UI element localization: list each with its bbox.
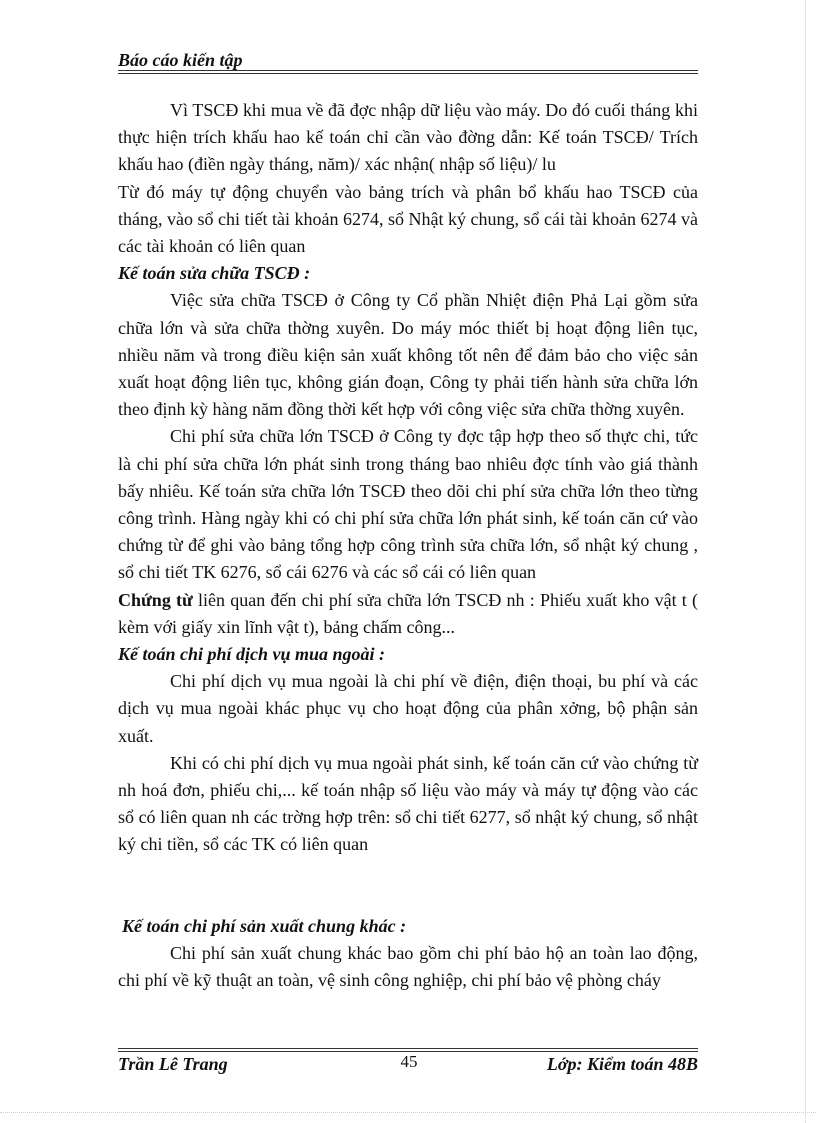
spacer bbox=[118, 859, 698, 913]
paragraph: Từ đó máy tự động chuyển vào bảng trích và phân bổ khấu hao TSCĐ của tháng, vào sổ chi tiết tài khoản 6274, sổ Nhật ký chung, sổ cái tài khoản 6274 và các tài khoản có liên quan bbox=[118, 181, 698, 257]
header-rule-2 bbox=[118, 73, 698, 74]
section-heading: Kế toán chi phí dịch vụ mua ngoài : bbox=[118, 644, 386, 665]
header-title: Báo cáo kiến tập bbox=[118, 50, 243, 70]
footer-rule bbox=[118, 1048, 698, 1049]
section-heading: Kế toán chi phí sản xuất chung khác : bbox=[122, 915, 407, 936]
paragraph: Chi phí sản xuất chung khác bao gồm chi phí bảo hộ an toàn lao động, chi phí về kỹ thuật an toàn, vệ sinh công nghiệp, chi phí bảo vệ phòng cháy bbox=[118, 942, 698, 991]
page-dots-bottom bbox=[0, 1112, 816, 1113]
document-body bbox=[118, 97, 698, 994]
section-heading: Kế toán sửa chữa TSCĐ : bbox=[118, 263, 311, 284]
header-rule bbox=[118, 70, 698, 71]
page-dots-right bbox=[805, 0, 806, 1123]
paragraph bbox=[118, 587, 698, 641]
paragraph: Việc sửa chữa TSCĐ ở Công ty Cổ phần Nhiệt điện Phả Lại gồm sửa chữa lớn và sửa chữa thờng xuyên. Do máy móc thiết bị hoạt động liên tục, nhiều năm và trong điều kiện sản xuất không tốt nên để đảm bảo cho việc sản xuất hoạt động liên tục, không gián đoạn, Công ty phải tiến hành sửa chữa lớn theo định kỳ hàng năm đồng thời kết hợp với công việc sửa chữa thờng xuyên. bbox=[118, 290, 698, 420]
paragraph: Chi phí dịch vụ mua ngoài là chi phí về điện, điện thoại, bu phí và các dịch vụ mua ngoài khác phục vụ cho hoạt động của phân xởng, bộ phận sản xuất. bbox=[118, 671, 698, 746]
footer-class: Lớp: Kiểm toán 48B bbox=[546, 1054, 698, 1074]
paragraph: Khi có chi phí dịch vụ mua ngoài phát sinh, kế toán căn cứ vào chứng từ nh hoá đơn, phiếu chi,... kế toán nhập số liệu vào máy và máy tự động vào các sổ có liên quan nh các trờng hợp trên: sổ chi tiết 6277, sổ nhật ký chung, sổ nhật ký chi tiền, sổ các TK có liên quan bbox=[118, 752, 698, 855]
page-number: 45 bbox=[400, 1052, 418, 1071]
bold-term: Chứng từ bbox=[118, 589, 193, 610]
paragraph-text: liên quan đến chi phí sửa chữa lớn TSCĐ nh : Phiếu xuất kho vật t ( kèm với giấy xin lĩnh vật t), bảng chấm công... bbox=[118, 589, 698, 637]
paragraph: Chi phí sửa chữa lớn TSCĐ ở Công ty đợc tập hợp theo số thực chi, tức là chi phí sửa chữa lớn phát sinh trong tháng bao nhiêu đợc tính vào giá thành bấy nhiêu. Kế toán sửa chữa lớn TSCĐ theo dõi chi phí sửa chữa lớn theo từng công trình. Hàng ngày khi có chi phí sửa chữa lớn phát sinh, kế toán căn cứ vào chứng từ để ghi vào bảng tổng hợp công trình sửa chữa lớn, sổ nhật ký chung , sổ chi tiết TK 6276, sổ cái 6276 và các sổ cái có liên quan bbox=[118, 426, 698, 583]
footer-author: Trần Lê Trang bbox=[118, 1054, 228, 1074]
paragraph: Vì TSCĐ khi mua về đã đợc nhập dữ liệu vào máy. Do đó cuối tháng khi thực hiện trích khấu hao kế toán chỉ cần vào đờng dẫn: Kế toán TSCĐ/ Trích khấu hao (điền ngày tháng, năm)/ xác nhận( nhập số liệu)/ lu bbox=[118, 100, 698, 175]
